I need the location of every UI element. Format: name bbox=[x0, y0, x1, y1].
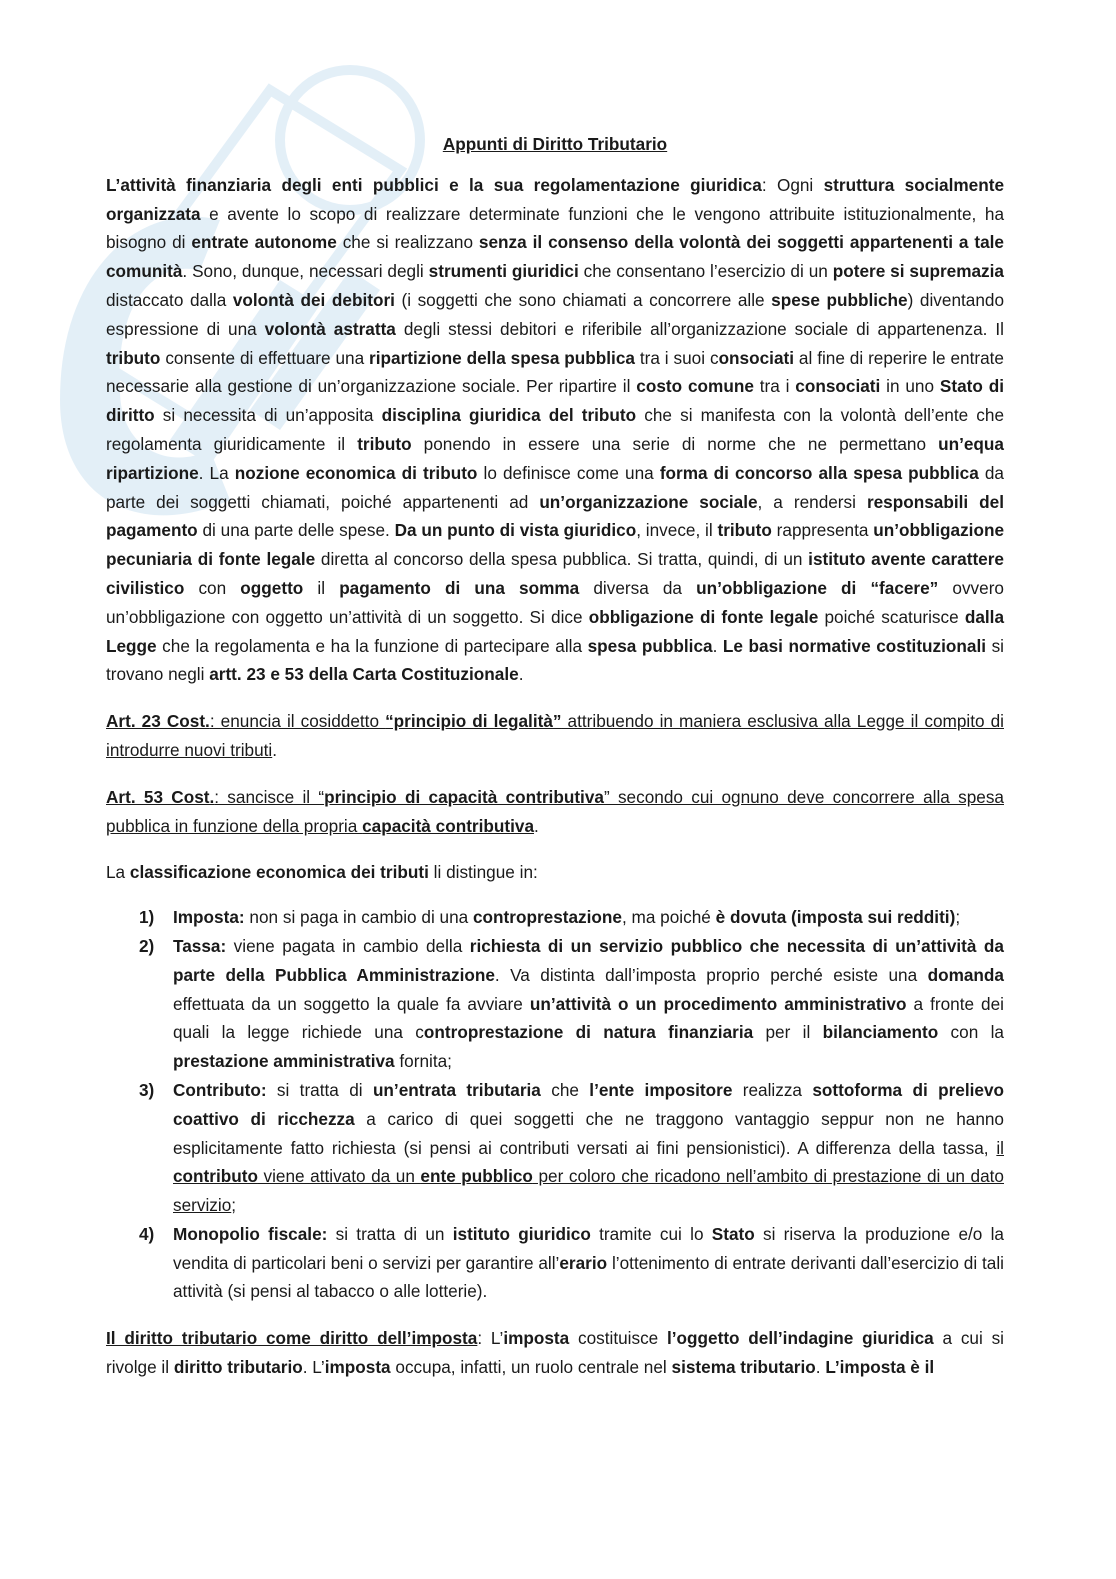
list-item: 4) Monopolio fiscale: si tratta di un istituto giuridico tramite cui lo Stato si riserva la produzione e/o la vendita di particolari beni o servizi per garantire all’erario l’ottenimento di entrate derivanti dall’esercizio di tali attività (si pensi al tabacco o alle lotterie). bbox=[139, 1223, 1004, 1302]
art53-label: Art. 53 Cost. bbox=[106, 786, 215, 807]
art23-paragraph: Art. 23 Cost.: enuncia il cosiddetto “principio di legalità” attribuendo in maniera esclusiva alla Legge il compito di introdurre nuovi tributi. bbox=[106, 711, 1004, 760]
list-item: 1) Imposta: non si paga in cambio di una controprestazione, ma poiché è dovuta (imposta sui redditi); bbox=[139, 907, 961, 928]
heading-diritto-imposta: Il diritto tributario come diritto dell’imposta bbox=[106, 1328, 478, 1349]
document-page bbox=[106, 130, 1004, 1382]
art53-paragraph: Art. 53 Cost.: sancisce il “principio di capacità contributiva” secondo cui ognuno deve concorrere alla spesa pubblica in funzione della propria capacità contributiva. bbox=[106, 786, 1004, 836]
list-item: 3) Contributo: si tratta di un’entrata tributaria che l’ente impositore realizza sottoforma di prelievo coattivo di ricchezza a carico di quei soggetti che ne traggono vantaggio seppur non ne hanno esplicitamente fatto richiesta (si pensi ai contributi versati ai fini pensionistici). A differenza della tassa, il contributo viene attivato da un ente pubblico per coloro che ricadono nell’ambito di prestazione di un dato servizio; bbox=[139, 1079, 1004, 1216]
art23-label: Art. 23 Cost. bbox=[106, 711, 210, 732]
diritto-tributario-paragraph: Il diritto tributario come diritto dell’imposta: L’imposta costituisce l’oggetto dell’indagine giuridica a cui si rivolge il diritto tributario. L’imposta occupa, infatti, un ruolo centrale nel sistema tributario. L’imposta è il bbox=[106, 1328, 1004, 1378]
list-item: 2) Tassa: viene pagata in cambio della richiesta di un servizio pubblico che necessita di un’attività da parte della Pubblica Amministrazione. Va distinta dall’imposta proprio perché esiste una domanda effettuata da un soggetto la quale fa avviare un’attività o un procedimento amministrativo a fronte dei quali la legge richiede una controprestazione di natura finanziaria per il bilanciamento con la prestazione amministrativa fornita; bbox=[139, 935, 1004, 1072]
document-title: Appunti di Diritto Tributario bbox=[442, 134, 668, 154]
heading-attivita-finanziaria: L’attività finanziaria degli enti pubblici e la sua regolamentazione giuridica bbox=[106, 174, 762, 195]
tax-classification-list bbox=[106, 903, 1004, 1306]
classification-intro: La classificazione economica dei tributi li distingue in: bbox=[106, 862, 538, 883]
intro-paragraph: L’attività finanziaria degli enti pubblici e la sua regolamentazione giuridica: Ogni struttura socialmente organizzata e avente lo scopo di realizzare determinate funzioni che le vengono attribuite istituzionalmente, ha bisogno di entrate autonome che si realizzano senza il consenso della volontà dei soggetti appartenenti a tale comunità. Sono, dunque, necessari degli strumenti giuridici che consentano l’esercizio di un potere si supremazia distaccato dalla volontà dei debitori (i soggetti che sono chiamati a concorrere alle spese pubbliche) diventando espressione di una volontà astratta degli stessi debitori e riferibile all’organizzazione sociale di appartenenza. Il tributo consente di effettuare una ripartizione della spesa pubblica tra i suoi consociati al fine di reperire le entrate necessarie alla gestione di un’organizzazione sociale. Per ripartire il costo comune tra i consociati in uno Stato di diritto si necessita di un’apposita disciplina giuridica del tributo che si manifesta con la volontà dell’ente che regolamenta giuridicamente il tributo ponendo in essere una serie di norme che ne permettano un’equa ripartizione. La nozione economica di tributo lo definisce come una forma di concorso alla spesa pubblica da parte dei soggetti chiamati, poiché appartenenti ad un’organizzazione sociale, a rendersi responsabili del pagamento di una parte delle spese. Da un punto di vista giuridico, invece, il tributo rappresenta un’obbligazione pecuniaria di fonte legale diretta al concorso della spesa pubblica. Si tratta, quindi, di un istituto avente carattere civilistico con oggetto il pagamento di una somma diversa da un’obbligazione di “facere” ovvero un’obbligazione con oggetto un’attività di un soggetto. Si dice obbligazione di fonte legale poiché scaturisce dalla Legge che la regolamenta e ha la funzione di partecipare alla spesa pubblica. Le basi normative costituzionali si trovano negli artt. 23 e 53 della Carta Costituzionale. bbox=[106, 174, 1005, 685]
